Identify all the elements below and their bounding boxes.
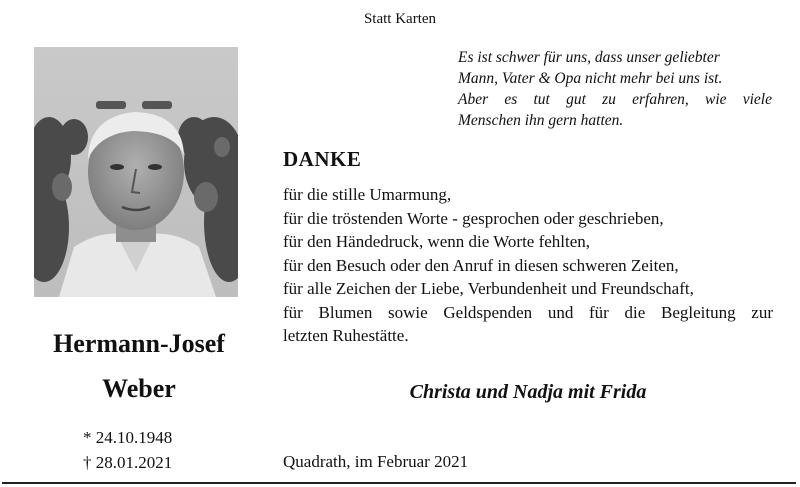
thanks-heading: DANKE	[283, 147, 362, 171]
quote-line: Aber es tut gut zu erfahren, wie viele	[458, 91, 772, 108]
thanks-line: für die tröstenden Worte - gesprochen oder geschrieben,	[283, 208, 664, 228]
signers: Christa und Nadja mit Frida	[409, 381, 647, 403]
header-title: Statt Karten	[363, 11, 437, 27]
thanks-line: für die stille Umarmung,	[283, 185, 452, 204]
thanks-line: für Blumen sowie Geldspenden und für die Begleitung zur	[283, 302, 773, 322]
birth-date: * 24.10.1948	[83, 428, 173, 447]
place-date: Quadrath, im Februar 2021	[283, 452, 469, 471]
deceased-first-name: Hermann-Josef	[53, 329, 225, 358]
thanks-text	[283, 183, 773, 348]
quote-line: Menschen ihn gern hatten.	[458, 112, 624, 129]
quote-line: Es ist schwer für uns, dass unser geliebter	[458, 49, 720, 66]
thanks-line: für den Händedruck, wenn die Worte fehlten,	[283, 232, 591, 251]
thanks-line: letzten Ruhestätte.	[283, 326, 409, 345]
death-date: † 28.01.2021	[83, 453, 173, 472]
deceased-last-name: Weber	[102, 374, 176, 403]
thanks-line: für alle Zeichen der Liebe, Verbundenheit und Freundschaft,	[283, 279, 694, 298]
quote-line: Mann, Vater & Opa nicht mehr bei uns ist.	[458, 70, 723, 87]
thanks-line: für den Besuch oder den Anruf in diesen schweren Zeiten,	[283, 255, 679, 275]
portrait-photo	[34, 47, 238, 297]
life-dates	[83, 425, 172, 475]
quote-block	[458, 47, 772, 131]
